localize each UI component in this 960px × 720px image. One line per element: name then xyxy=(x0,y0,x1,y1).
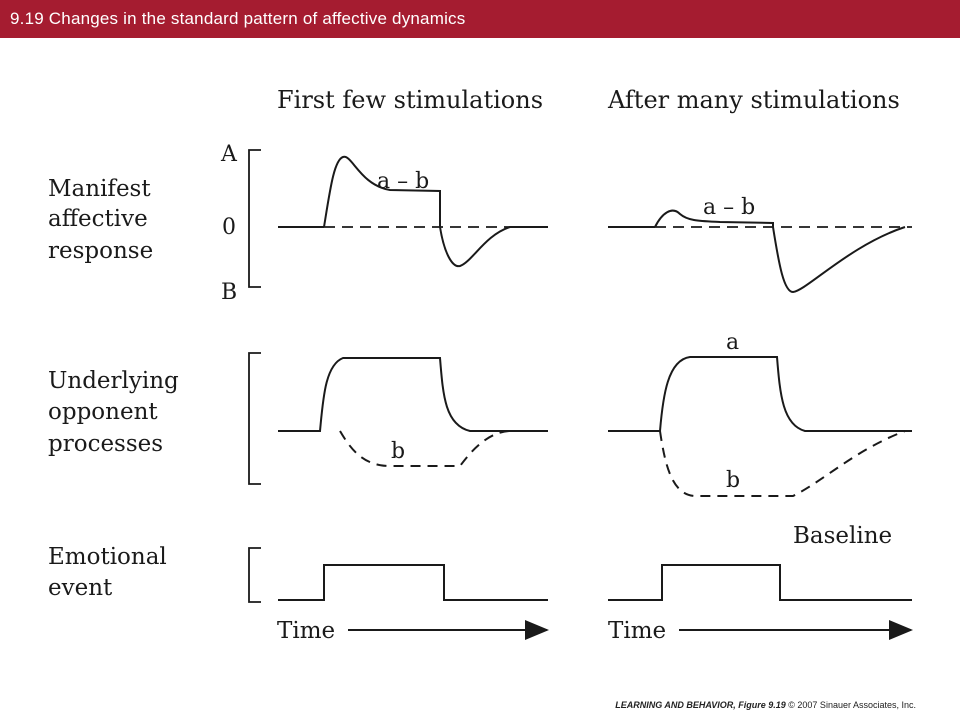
svg-text:Underlying: Underlying xyxy=(48,368,179,394)
svg-text:event: event xyxy=(48,575,113,601)
label-b-left: b xyxy=(391,439,406,464)
emotional-event-right-pulse xyxy=(608,565,912,600)
time-label-right: Time xyxy=(608,618,667,644)
svg-text:affective: affective xyxy=(48,206,148,232)
figure-credit xyxy=(615,700,916,710)
bracket-emotional xyxy=(249,548,261,602)
emotional-event-left-pulse xyxy=(278,565,548,600)
underlying-right-curves xyxy=(608,357,912,496)
axis-label-zero: 0 xyxy=(222,215,236,240)
label-baseline: Baseline xyxy=(793,523,893,549)
row-label-emotional xyxy=(48,544,167,601)
manifest-right-curve xyxy=(608,211,912,292)
copyright-notice: © 2007 Sinauer Associates, Inc. xyxy=(788,700,916,710)
label-b-right: b xyxy=(726,468,741,493)
svg-text:processes: processes xyxy=(48,431,164,457)
row-label-manifest xyxy=(48,176,153,264)
svg-text:Emotional: Emotional xyxy=(48,544,167,570)
column-heading-left: First few stimulations xyxy=(277,86,544,114)
svg-text:Manifest: Manifest xyxy=(48,176,151,202)
label-a-minus-b-right: a – b xyxy=(703,195,756,220)
time-label-left: Time xyxy=(277,618,336,644)
column-heading-right: After many stimulations xyxy=(608,86,900,114)
axis-label-b: B xyxy=(221,280,238,305)
label-a-minus-b-left: a – b xyxy=(377,169,430,194)
book-citation: LEARNING AND BEHAVIOR, Figure 9.19 xyxy=(615,700,786,710)
bracket-manifest xyxy=(249,150,261,287)
underlying-left-curves xyxy=(278,358,548,466)
row-label-underlying xyxy=(48,368,179,457)
axis-label-a: A xyxy=(221,142,237,167)
bracket-underlying xyxy=(249,353,261,484)
svg-text:response: response xyxy=(48,238,154,264)
label-a-right: a xyxy=(726,330,740,355)
slide-title: 9.19 Changes in the standard pattern of affective dynamics xyxy=(10,9,466,28)
svg-text:opponent: opponent xyxy=(48,399,158,425)
